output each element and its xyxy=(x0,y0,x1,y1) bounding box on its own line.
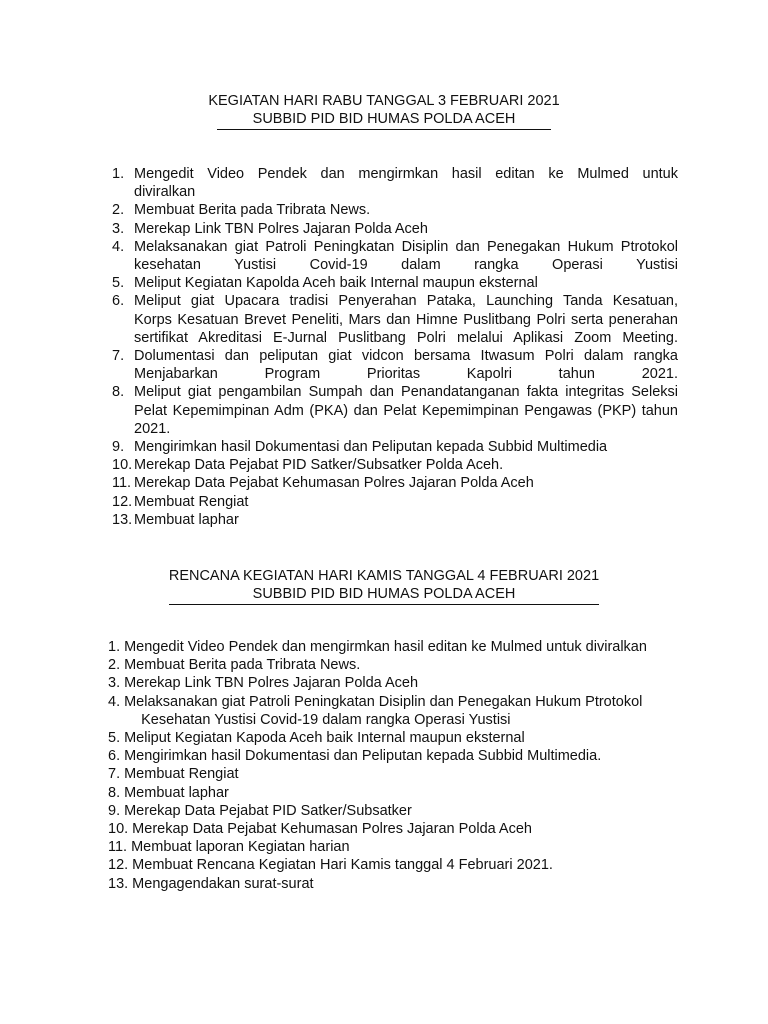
list-item xyxy=(112,493,678,511)
item-line: Membuat laporan Kegiatan harian xyxy=(131,839,350,856)
list-item xyxy=(112,383,678,438)
item-line: Melaksanakan giat Patroli Peningkatan Disiplin dan Penegakan Hukum Ptrotokol xyxy=(134,238,678,255)
item-text xyxy=(124,784,680,802)
item-line: Merekap Data Pejabat PID Satker/Subsatker xyxy=(124,802,412,819)
item-text xyxy=(134,493,678,511)
item-line: Mengedit Video Pendek dan mengirmkan hasil editan ke Mulmed untuk xyxy=(134,166,678,182)
item-line: Merekap Data Pejabat Kehumasan Polres Jajaran Polda Aceh xyxy=(134,475,534,492)
item-text xyxy=(134,274,678,292)
item-number: 3. xyxy=(112,220,125,237)
item-text xyxy=(124,729,680,747)
list-item xyxy=(108,674,680,692)
item-continuation-line: Korps Kesatuan Brevet Peneliti, Mars dan Himne Puslitbang Polri serta penerahan xyxy=(134,311,678,328)
list-item xyxy=(108,838,680,856)
item-line: Membuat Rencana Kegiatan Hari Kamis tanggal 4 Februari 2021. xyxy=(132,857,553,874)
list-item xyxy=(108,802,680,820)
item-number: 8. xyxy=(108,784,121,801)
item-number: 10. xyxy=(108,821,129,838)
item-text xyxy=(134,474,678,492)
list-item xyxy=(108,747,680,765)
list-item xyxy=(108,693,680,729)
item-line: Merekap Link TBN Polres Jajaran Polda Aceh xyxy=(134,220,428,237)
item-line: Membuat Rengiat xyxy=(134,493,249,510)
item-line: Mengagendakan surat-surat xyxy=(132,875,314,892)
item-number: 12. xyxy=(108,857,129,874)
list-item xyxy=(112,347,678,383)
item-text xyxy=(132,875,680,893)
item-text xyxy=(124,656,680,674)
item-number: 12. xyxy=(112,493,133,510)
item-text xyxy=(124,674,680,692)
list-item xyxy=(108,656,680,674)
item-line: Membuat Rengiat xyxy=(124,766,239,783)
section2-plan-list xyxy=(108,638,680,893)
list-item xyxy=(112,274,678,292)
item-text xyxy=(124,765,680,783)
item-line: Membuat laphar xyxy=(124,784,229,801)
item-text xyxy=(134,438,678,456)
list-item xyxy=(112,456,678,474)
item-line: Membuat Berita pada Tribrata News. xyxy=(134,202,371,219)
section1-subtitle: SUBBID PID BID HUMAS POLDA ACEH xyxy=(252,111,516,127)
item-text xyxy=(131,838,680,856)
item-text xyxy=(124,802,680,820)
section1-title: KEGIATAN HARI RABU TANGGAL 3 FEBRUARI 2021 xyxy=(208,93,560,109)
list-item xyxy=(112,238,678,274)
item-text xyxy=(124,693,680,729)
item-number: 9. xyxy=(108,802,121,819)
item-text xyxy=(134,383,678,438)
item-number: 9. xyxy=(112,439,125,456)
list-item xyxy=(108,820,680,838)
list-item xyxy=(112,220,678,238)
item-line: Merekap Data Pejabat PID Satker/Subsatker Polda Aceh. xyxy=(134,457,504,474)
item-number: 13. xyxy=(112,511,133,528)
item-line: Meliput giat pengambilan Sumpah dan Penandatanganan fakta integritas Seleksi xyxy=(134,384,678,401)
item-text xyxy=(134,201,678,219)
section1-activity-list xyxy=(112,165,678,529)
item-line: Membuat Berita pada Tribrata News. xyxy=(124,657,361,674)
item-number: 2. xyxy=(112,202,125,219)
list-item xyxy=(112,292,678,347)
list-item xyxy=(108,856,680,874)
list-item xyxy=(108,729,680,747)
item-line: Meliput Kegiatan Kapolda Aceh baik Internal maupun eksternal xyxy=(134,275,538,292)
item-continuation-line: Pelat Kepemimpinan Adm (PKA) dan Pelat Kepemimpinan Pengawas (PKP) tahun xyxy=(134,402,678,419)
item-number: 5. xyxy=(112,275,125,292)
item-text xyxy=(134,347,678,383)
item-line: Dolumentasi dan peliputan giat vidcon bersama Itwasum Polri dalam rangka xyxy=(134,348,678,365)
list-item xyxy=(112,438,678,456)
item-number: 4. xyxy=(108,693,121,710)
item-text xyxy=(132,856,680,874)
item-text xyxy=(134,165,678,201)
item-line: Mengirimkan hasil Dokumentasi dan Peliputan kepada Subbid Multimedia xyxy=(134,439,608,456)
item-number: 4. xyxy=(112,238,125,255)
list-item xyxy=(112,474,678,492)
list-item xyxy=(108,765,680,783)
item-continuation-line: Menjabarkan Program Prioritas Kapolri tahun 2021. xyxy=(134,366,678,383)
item-line: Merekap Data Pejabat Kehumasan Polres Jajaran Polda Aceh xyxy=(132,821,532,838)
item-line: Melaksanakan giat Patroli Peningkatan Disiplin dan Penegakan Hukum Ptrotokol xyxy=(124,693,643,710)
item-line: Mengirimkan hasil Dokumentasi dan Peliputan kepada Subbid Multimedia. xyxy=(124,748,602,765)
list-item xyxy=(112,511,678,529)
item-line: Membuat laphar xyxy=(134,511,239,528)
item-continuation-line: kesehatan Yustisi Covid-19 dalam rangka Operasi Yustisi xyxy=(134,257,678,274)
item-continuation-line: 2021. xyxy=(134,420,171,437)
section2-heading xyxy=(0,567,768,605)
item-number: 7. xyxy=(108,766,121,783)
item-text xyxy=(124,747,680,765)
item-text xyxy=(124,638,680,656)
section2-underline xyxy=(169,604,599,605)
item-number: 8. xyxy=(112,384,125,401)
item-line: Meliput giat Upacara tradisi Penyerahan Pataka, Launching Tanda Kesatuan, xyxy=(134,293,678,310)
section1-heading xyxy=(0,92,768,130)
item-line: Meliput Kegiatan Kapoda Aceh baik Internal maupun eksternal xyxy=(124,730,525,747)
section1-underline xyxy=(217,129,551,130)
item-text xyxy=(134,292,678,347)
list-item xyxy=(108,638,680,656)
list-item xyxy=(112,201,678,219)
item-number: 3. xyxy=(108,675,121,692)
item-number: 1. xyxy=(112,166,125,182)
item-number: 10. xyxy=(112,457,133,474)
item-number: 11. xyxy=(112,475,132,492)
item-text xyxy=(132,820,680,838)
item-line: Mengedit Video Pendek dan mengirmkan hasil editan ke Mulmed untuk diviralkan xyxy=(124,639,647,655)
list-item xyxy=(112,165,678,201)
item-text xyxy=(134,220,678,238)
item-number: 2. xyxy=(108,657,121,674)
item-number: 5. xyxy=(108,730,121,747)
item-number: 11. xyxy=(108,839,128,856)
list-item xyxy=(108,875,680,893)
item-number: 6. xyxy=(108,748,121,765)
section2-subtitle: SUBBID PID BID HUMAS POLDA ACEH xyxy=(252,586,516,602)
item-number: 1. xyxy=(108,639,121,655)
item-text xyxy=(134,456,678,474)
item-text xyxy=(134,238,678,274)
item-continuation-line: Kesehatan Yustisi Covid-19 dalam rangka Operasi Yustisi xyxy=(141,711,511,728)
item-continuation-line: sertifikat Akreditasi E-Jurnal Puslitbang Polri melalui Aplikasi Zoom Meeting. xyxy=(134,329,678,346)
section2-title: RENCANA KEGIATAN HARI KAMIS TANGGAL 4 FEBRUARI 2021 xyxy=(168,568,600,584)
item-number: 6. xyxy=(112,293,125,310)
item-number: 7. xyxy=(112,348,125,365)
item-number: 13. xyxy=(108,875,129,892)
item-continuation-line: diviralkan xyxy=(134,184,196,201)
list-item xyxy=(108,784,680,802)
item-text xyxy=(134,511,678,529)
item-line: Merekap Link TBN Polres Jajaran Polda Aceh xyxy=(124,675,419,692)
